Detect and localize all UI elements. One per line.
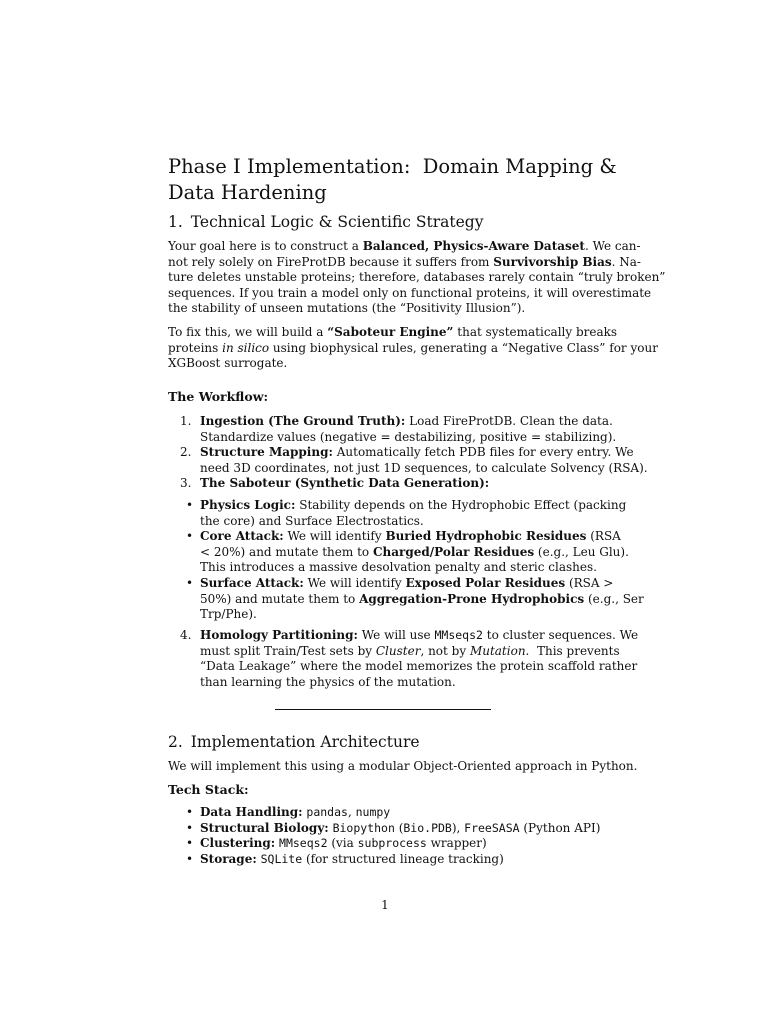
text-line bbox=[200, 821, 602, 837]
text-span: We will use bbox=[357, 628, 435, 642]
text-line bbox=[168, 340, 658, 357]
text-span: using biophysical rules, generating a “Negative Class” for your bbox=[269, 340, 658, 355]
bullet-marker: • bbox=[186, 575, 194, 590]
text-span: To fix this, we will build a bbox=[168, 325, 328, 339]
text-line: need 3D coordinates, not just 1D sequences, to calculate Solvency (RSA). bbox=[200, 460, 648, 475]
text-line: than learning the physics of the mutation. bbox=[200, 674, 456, 689]
document-title bbox=[168, 154, 617, 206]
bullet-marker: • bbox=[186, 851, 194, 866]
italic-term: Mutation bbox=[469, 643, 526, 658]
text-span: ), bbox=[451, 820, 465, 835]
text-line: Trp/Phe). bbox=[200, 607, 257, 622]
title-line-1: Phase I Implementation: Domain Mapping & bbox=[168, 155, 617, 178]
text-span: , bbox=[347, 805, 356, 819]
text-line: We will implement this using a modular Object-Oriented approach in Python. bbox=[168, 759, 638, 773]
list-item bbox=[168, 836, 602, 852]
code-term: Biopython bbox=[332, 820, 395, 835]
bold-term: “Saboteur Engine” bbox=[327, 325, 454, 339]
list-item bbox=[168, 821, 602, 837]
bullet-marker: • bbox=[186, 498, 194, 512]
list-item bbox=[168, 414, 617, 445]
text-line bbox=[200, 836, 602, 852]
italic-term: Cluster bbox=[375, 643, 421, 658]
section-2-intro bbox=[168, 759, 638, 775]
bold-term: Storage: bbox=[200, 851, 257, 866]
text-line: ture deletes unstable proteins; therefore, databases rarely contain “truly broken” bbox=[168, 270, 666, 285]
bold-term: Buried Hydrophobic Residues bbox=[385, 529, 587, 544]
text-span: (RSA bbox=[586, 529, 621, 544]
bold-term: Balanced, Physics-Aware Dataset bbox=[362, 239, 585, 253]
text-line bbox=[200, 628, 639, 644]
text-span: ( bbox=[394, 820, 404, 835]
title-line-2: Data Hardening bbox=[168, 181, 327, 204]
text-line bbox=[200, 414, 613, 430]
section-1-heading bbox=[168, 212, 483, 232]
bold-term: Data Handling: bbox=[200, 805, 303, 819]
bold-term: Charged/Polar Residues bbox=[372, 544, 535, 559]
workflow-heading: The Workflow: bbox=[168, 389, 269, 404]
text-line bbox=[200, 575, 614, 592]
text-line bbox=[200, 544, 629, 561]
bold-term: Aggregation-Prone Hydrophobics bbox=[359, 591, 585, 606]
list-item bbox=[168, 498, 627, 529]
text-span: (via bbox=[327, 836, 358, 851]
list-item bbox=[168, 575, 644, 623]
bullet-marker: • bbox=[186, 820, 194, 835]
workflow-list-continued bbox=[168, 628, 639, 690]
list-item bbox=[168, 852, 602, 868]
text-span: 50%) and mutate them to bbox=[200, 591, 360, 606]
page-number: 1 bbox=[381, 898, 389, 912]
list-marker: 4. bbox=[180, 628, 192, 642]
text-line: This introduces a massive desolvation penalty and steric clashes. bbox=[200, 560, 597, 575]
text-span: We will identify bbox=[303, 575, 406, 590]
text-span: . Na- bbox=[611, 254, 641, 269]
text-line bbox=[200, 445, 634, 461]
code-term: FreeSASA bbox=[464, 820, 520, 835]
list-item bbox=[168, 476, 602, 492]
text-line bbox=[200, 805, 602, 821]
text-span: , not by bbox=[420, 643, 470, 658]
text-line bbox=[200, 476, 602, 492]
bold-term: Structure Mapping: bbox=[200, 445, 333, 460]
text-span: wrapper) bbox=[426, 836, 487, 851]
text-line: XGBoost surrogate. bbox=[168, 356, 288, 371]
list-item bbox=[168, 529, 629, 576]
bold-term: Exposed Polar Residues bbox=[405, 575, 566, 590]
bold-term: Core Attack: bbox=[200, 529, 284, 544]
text-line: the core) and Surface Electrostatics. bbox=[200, 513, 424, 528]
text-line bbox=[200, 852, 602, 868]
bold-term: Structural Biology: bbox=[200, 820, 329, 835]
text-span: (e.g., Leu Glu). bbox=[534, 544, 629, 559]
text-span: (e.g., Ser bbox=[584, 591, 644, 606]
text-line bbox=[200, 591, 644, 608]
workflow-list bbox=[168, 414, 648, 492]
bold-term: Ingestion (The Ground Truth): bbox=[200, 414, 406, 428]
bold-term: Physics Logic: bbox=[200, 498, 296, 512]
bullet-marker: • bbox=[186, 805, 194, 819]
code-term: numpy bbox=[355, 805, 391, 819]
section-1-paragraph-1 bbox=[168, 239, 666, 317]
tech-stack-heading: Tech Stack: bbox=[168, 782, 249, 797]
saboteur-list bbox=[168, 498, 644, 623]
text-span: Automatically fetch PDB files for every entry. We bbox=[332, 445, 634, 460]
code-term: MMseqs2 bbox=[434, 628, 483, 642]
text-span: < 20%) and mutate them to bbox=[200, 544, 373, 559]
text-span: We will identify bbox=[283, 529, 386, 544]
text-line bbox=[200, 529, 621, 545]
list-item bbox=[168, 445, 648, 476]
text-line bbox=[168, 239, 641, 255]
code-term: SQLite bbox=[260, 851, 303, 866]
list-item bbox=[168, 628, 639, 690]
bold-term: Surface Attack: bbox=[200, 575, 304, 590]
section-1-paragraph-2 bbox=[168, 325, 658, 372]
bold-term: The Saboteur (Synthetic Data Generation): bbox=[200, 476, 490, 491]
text-span: Load FireProtDB. Clean the data. bbox=[405, 414, 613, 428]
text-line bbox=[168, 325, 618, 341]
section-2-number: 2. bbox=[168, 733, 183, 751]
text-span: (for structured lineage tracking) bbox=[302, 851, 504, 866]
section-divider bbox=[275, 709, 491, 710]
code-term: subprocess bbox=[357, 836, 427, 851]
list-marker: 1. bbox=[180, 414, 192, 428]
bold-term: Clustering: bbox=[200, 836, 276, 851]
text-span: (RSA > bbox=[565, 575, 614, 590]
italic-term: in silico bbox=[222, 340, 270, 355]
text-line: sequences. If you train a model only on functional proteins, it will overestimate bbox=[168, 285, 652, 300]
text-line: Standardize values (negative = destabilizing, positive = stabilizing). bbox=[200, 429, 617, 444]
list-item bbox=[168, 805, 602, 821]
text-line bbox=[200, 643, 620, 660]
text-span: . We can- bbox=[584, 239, 641, 253]
text-span: (Python API) bbox=[519, 820, 601, 835]
list-marker: 3. bbox=[180, 476, 192, 491]
text-span: Your goal here is to construct a bbox=[168, 239, 363, 253]
text-line bbox=[200, 498, 627, 514]
code-term: Bio.PDB bbox=[403, 820, 452, 835]
text-span: proteins bbox=[168, 340, 223, 355]
bold-term: Homology Partitioning: bbox=[200, 628, 358, 642]
text-span: to cluster sequences. We bbox=[482, 628, 639, 642]
code-term: MMseqs2 bbox=[279, 836, 328, 851]
text-line: the stability of unseen mutations (the “Positivity Illusion”). bbox=[168, 301, 526, 316]
tech-stack-list bbox=[168, 805, 602, 867]
text-span: not rely solely on FireProtDB because it suffers from bbox=[168, 254, 494, 269]
text-span: Stability depends on the Hydrophobic Effect (packing bbox=[295, 498, 627, 512]
bullet-marker: • bbox=[186, 529, 194, 544]
section-1-number: 1. bbox=[168, 213, 183, 231]
text-span: . This prevents bbox=[525, 643, 620, 658]
text-span: that systematically breaks bbox=[453, 325, 618, 339]
section-1-title: Technical Logic & Scientific Strategy bbox=[190, 213, 484, 231]
code-term: pandas bbox=[306, 805, 348, 819]
section-2-title: Implementation Architecture bbox=[190, 733, 420, 751]
section-2-heading bbox=[168, 732, 420, 752]
text-span: must split Train/Test sets by bbox=[200, 643, 376, 658]
bold-term: Survivorship Bias bbox=[493, 254, 612, 269]
text-line: “Data Leakage” where the model memorizes the protein scaffold rather bbox=[200, 659, 638, 674]
bullet-marker: • bbox=[186, 836, 194, 851]
list-marker: 2. bbox=[180, 445, 192, 460]
text-line bbox=[168, 254, 641, 271]
